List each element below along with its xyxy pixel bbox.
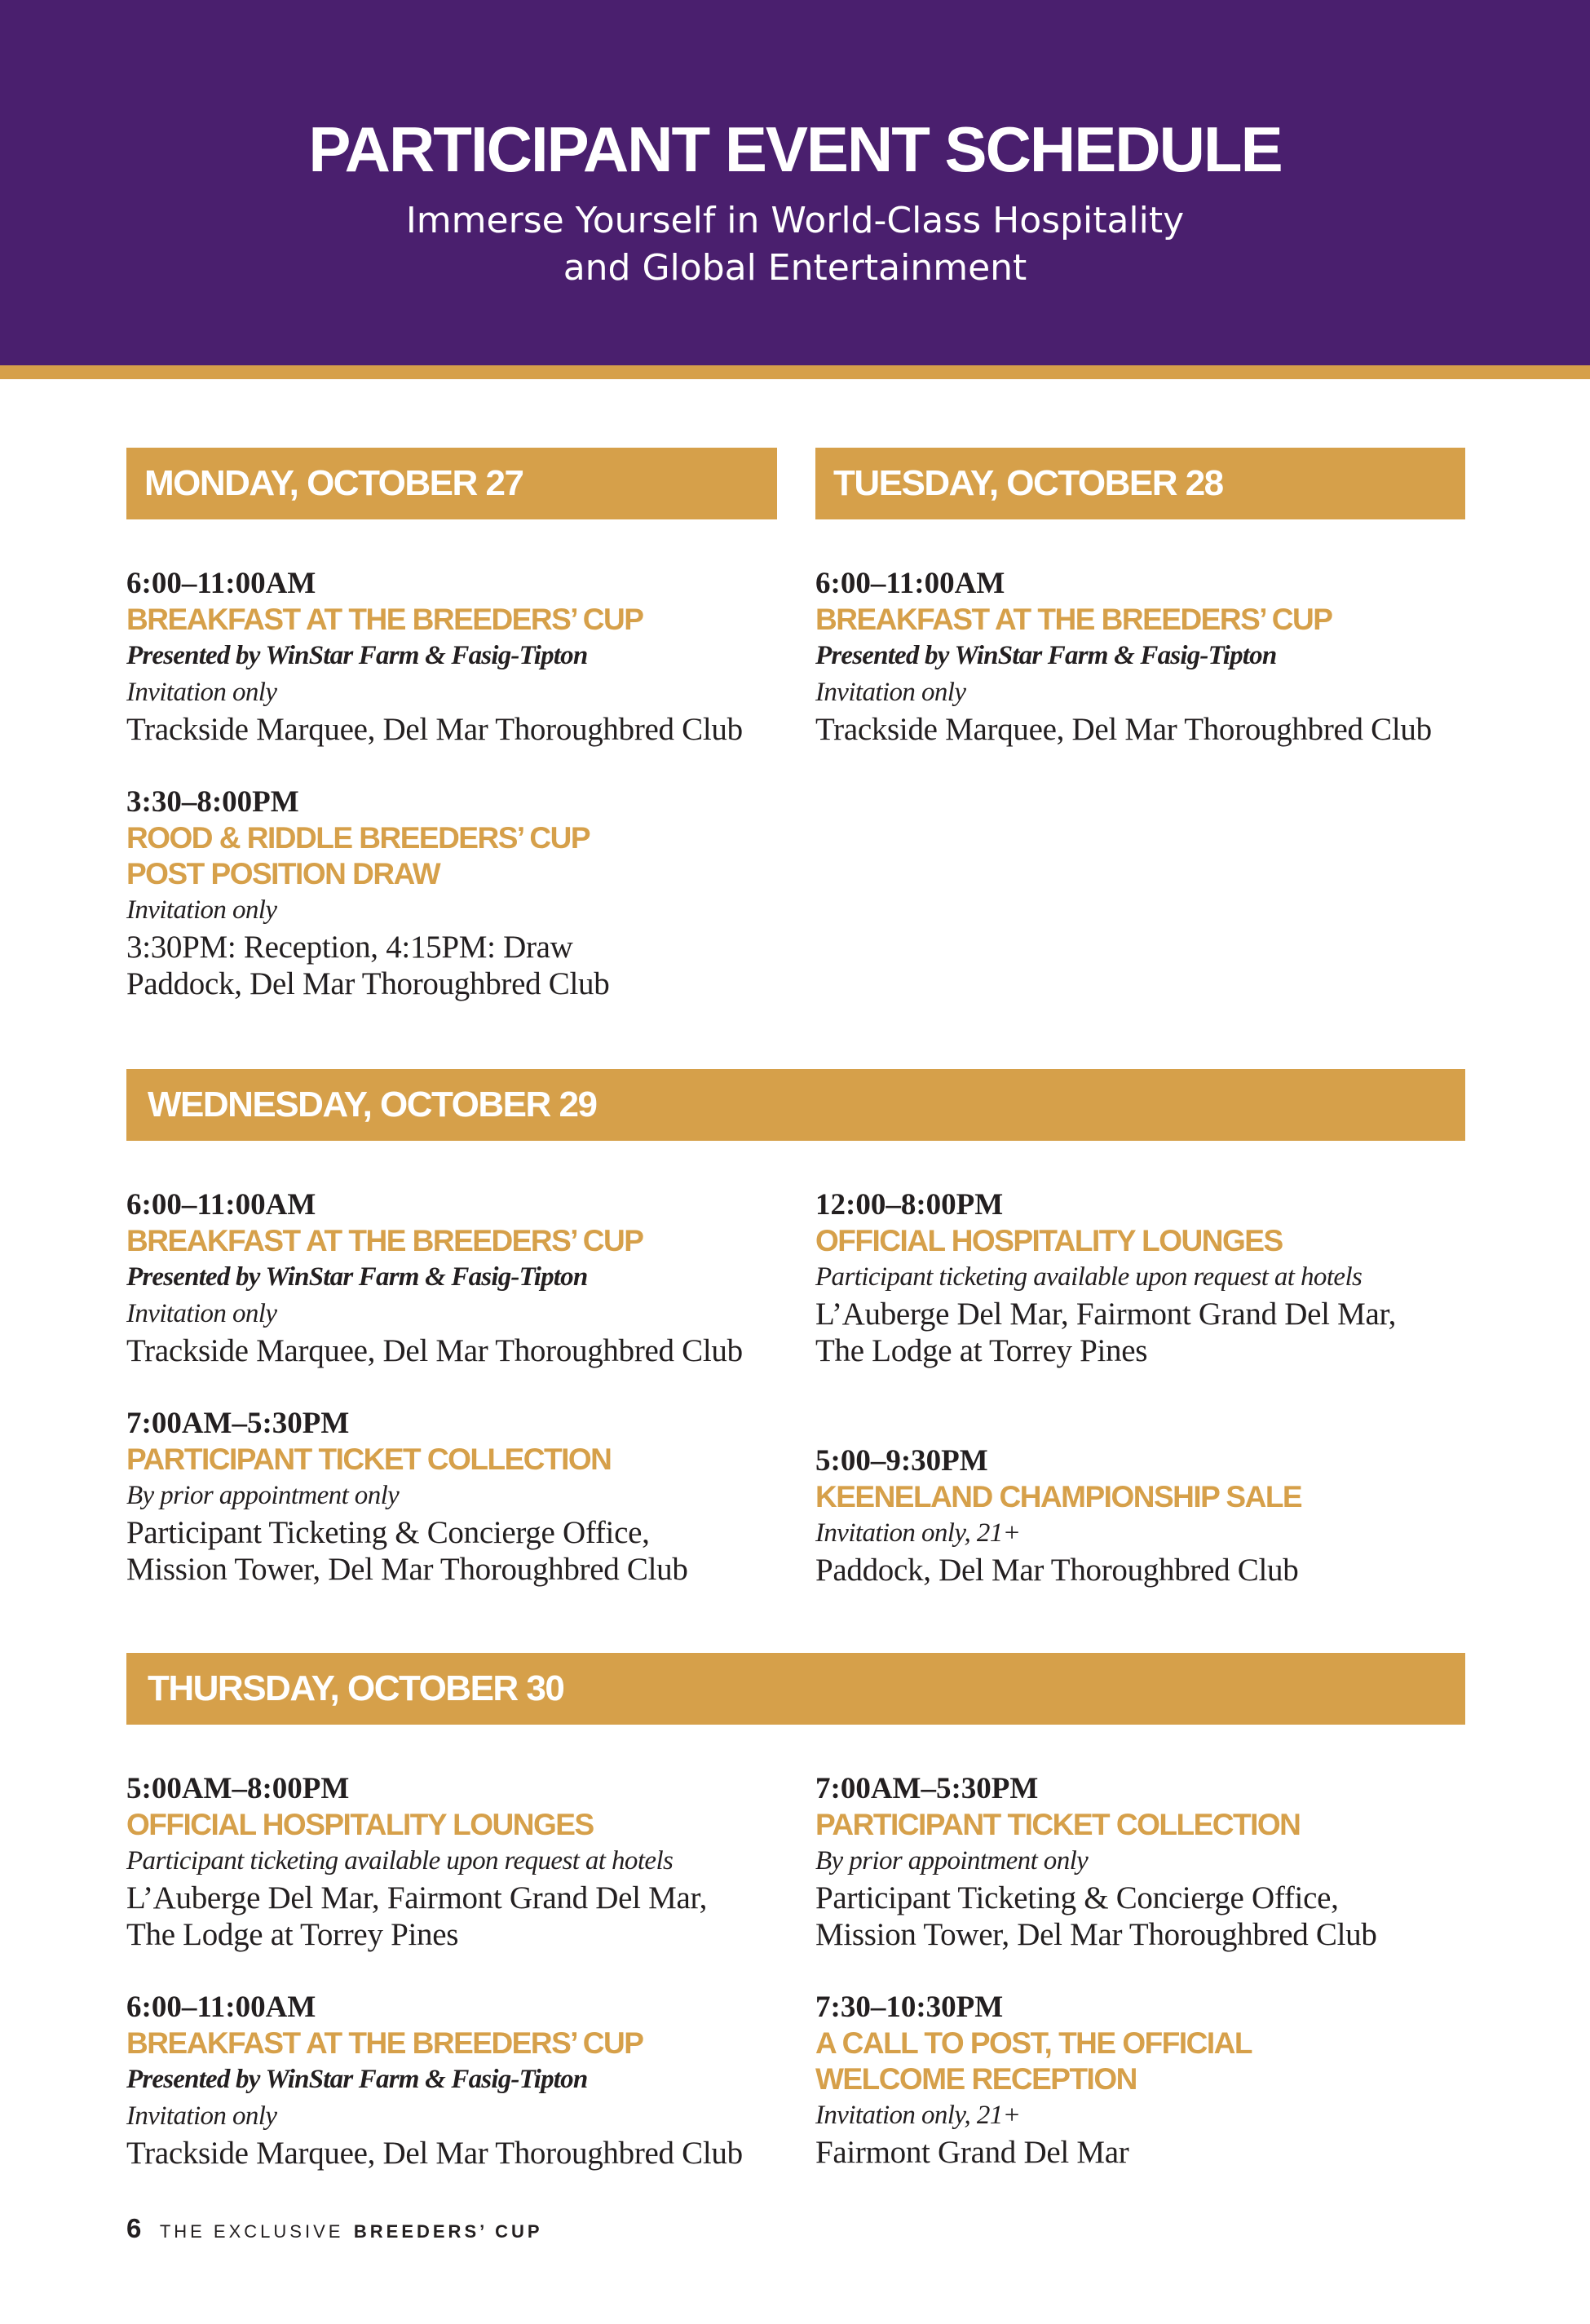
event-time: 7:00AM–5:30PM bbox=[126, 1407, 350, 1440]
brand-name: BREEDERS’ CUP bbox=[353, 2221, 543, 2242]
event-wednesday-breakfast bbox=[126, 1187, 795, 1369]
event-location-line-1: Participant Ticketing & Concierge Office, bbox=[126, 1515, 650, 1550]
event-monday-breakfast bbox=[126, 566, 795, 748]
event-wednesday-lounges bbox=[815, 1187, 1484, 1369]
event-location: Paddock, Del Mar Thoroughbred Club bbox=[126, 966, 610, 1001]
subtitle-line-1: Immerse Yourself in World-Class Hospitality bbox=[405, 200, 1185, 241]
event-presenter: Presented by WinStar Farm & Fasig-Tipton bbox=[815, 641, 1277, 670]
event-time: 6:00–11:00AM bbox=[126, 1990, 316, 2024]
event-thursday-welcome-reception bbox=[815, 1990, 1484, 2171]
event-location: Trackside Marquee, Del Mar Thoroughbred Club bbox=[126, 712, 743, 747]
publication-name: THE EXCLUSIVE bbox=[159, 2221, 344, 2242]
event-note: Invitation only, 21+ bbox=[815, 2101, 1021, 2130]
event-note: By prior appointment only bbox=[126, 1481, 400, 1510]
event-name: BREAKFAST AT THE BREEDERS’ CUP bbox=[126, 1224, 643, 1257]
event-location-line-2: Mission Tower, Del Mar Thoroughbred Club bbox=[815, 1917, 1377, 1952]
page-footer bbox=[126, 2212, 543, 2245]
event-time: 3:30–8:00PM bbox=[126, 785, 299, 819]
event-name: PARTICIPANT TICKET COLLECTION bbox=[815, 1808, 1301, 1841]
subtitle-line-2: and Global Entertainment bbox=[563, 247, 1027, 289]
event-monday-draw bbox=[126, 784, 795, 1002]
event-location-line-2: Mission Tower, Del Mar Thoroughbred Club bbox=[126, 1552, 688, 1587]
event-time: 6:00–11:00AM bbox=[126, 1188, 316, 1222]
event-presenter: Presented by WinStar Farm & Fasig-Tipton bbox=[126, 641, 588, 670]
event-location-line-1: L’Auberge Del Mar, Fairmont Grand Del Mar, bbox=[815, 1297, 1397, 1332]
event-note: Invitation only bbox=[126, 895, 277, 925]
event-location: Trackside Marquee, Del Mar Thoroughbred Club bbox=[126, 1333, 743, 1368]
event-thursday-ticket-collection bbox=[815, 1771, 1484, 1953]
page-title: PARTICIPANT EVENT SCHEDULE bbox=[308, 113, 1282, 185]
event-location-line-1: Participant Ticketing & Concierge Office, bbox=[815, 1880, 1339, 1915]
event-note: Invitation only bbox=[815, 678, 966, 707]
event-name: BREAKFAST AT THE BREEDERS’ CUP bbox=[126, 603, 643, 636]
event-location: Trackside Marquee, Del Mar Thoroughbred Club bbox=[815, 712, 1432, 747]
event-tuesday-breakfast bbox=[815, 566, 1484, 748]
event-location-line-2: The Lodge at Torrey Pines bbox=[815, 1333, 1148, 1368]
event-time: 12:00–8:00PM bbox=[815, 1188, 1004, 1222]
event-thursday-lounges bbox=[126, 1771, 795, 1953]
event-time: 5:00AM–8:00PM bbox=[126, 1772, 350, 1805]
event-name-line-2: POST POSITION DRAW bbox=[126, 857, 440, 890]
event-name-line-1: A CALL TO POST, THE OFFICIAL bbox=[815, 2026, 1252, 2060]
event-name bbox=[815, 2026, 1484, 2097]
event-name: PARTICIPANT TICKET COLLECTION bbox=[126, 1443, 612, 1476]
day-header-wednesday: WEDNESDAY, OCTOBER 29 bbox=[126, 1069, 1465, 1141]
event-time: 5:00–9:30PM bbox=[815, 1444, 988, 1478]
event-name-line-1: ROOD & RIDDLE BREEDERS’ CUP bbox=[126, 821, 590, 855]
day-header-monday: MONDAY, OCTOBER 27 bbox=[126, 448, 777, 519]
event-note: Invitation only bbox=[126, 2101, 277, 2131]
event-name-line-2: WELCOME RECEPTION bbox=[815, 2062, 1137, 2096]
event-wednesday-ticket-collection bbox=[126, 1406, 795, 1588]
event-note: Invitation only, 21+ bbox=[815, 1518, 1021, 1548]
event-presenter: Presented by WinStar Farm & Fasig-Tipton bbox=[126, 1262, 588, 1292]
event-location-line-2: The Lodge at Torrey Pines bbox=[126, 1917, 459, 1952]
event-location: Paddock, Del Mar Thoroughbred Club bbox=[815, 1553, 1299, 1588]
header-divider bbox=[0, 365, 1590, 379]
event-location: Fairmont Grand Del Mar bbox=[815, 2135, 1129, 2170]
page-subtitle bbox=[0, 197, 1590, 292]
event-location-line-1: L’Auberge Del Mar, Fairmont Grand Del Mar, bbox=[126, 1880, 708, 1915]
event-thursday-breakfast bbox=[126, 1990, 795, 2172]
event-note: By prior appointment only bbox=[815, 1846, 1089, 1876]
event-name: OFFICIAL HOSPITALITY LOUNGES bbox=[126, 1808, 594, 1841]
event-note: Invitation only bbox=[126, 1299, 277, 1328]
event-wednesday-keeneland-sale bbox=[815, 1443, 1484, 1588]
event-note: Participant ticketing available upon request at hotels bbox=[815, 1262, 1363, 1292]
event-time: 7:30–10:30PM bbox=[815, 1990, 1004, 2024]
event-note: Invitation only bbox=[126, 678, 277, 707]
day-header-thursday: THURSDAY, OCTOBER 30 bbox=[126, 1653, 1465, 1725]
event-time: 6:00–11:00AM bbox=[126, 567, 316, 600]
event-time: 7:00AM–5:30PM bbox=[815, 1772, 1039, 1805]
day-header-tuesday: TUESDAY, OCTOBER 28 bbox=[815, 448, 1465, 519]
event-note: Participant ticketing available upon request at hotels bbox=[126, 1846, 674, 1876]
event-detail: 3:30PM: Reception, 4:15PM: Draw bbox=[126, 930, 573, 965]
page-number: 6 bbox=[126, 2213, 142, 2243]
event-time: 6:00–11:00AM bbox=[815, 567, 1005, 600]
event-name: BREAKFAST AT THE BREEDERS’ CUP bbox=[815, 603, 1332, 636]
event-name bbox=[126, 820, 795, 892]
event-name: KEENELAND CHAMPIONSHIP SALE bbox=[815, 1480, 1302, 1513]
event-name: BREAKFAST AT THE BREEDERS’ CUP bbox=[126, 2026, 643, 2060]
event-name: OFFICIAL HOSPITALITY LOUNGES bbox=[815, 1224, 1283, 1257]
event-location: Trackside Marquee, Del Mar Thoroughbred Club bbox=[126, 2136, 743, 2171]
event-presenter: Presented by WinStar Farm & Fasig-Tipton bbox=[126, 2065, 588, 2094]
